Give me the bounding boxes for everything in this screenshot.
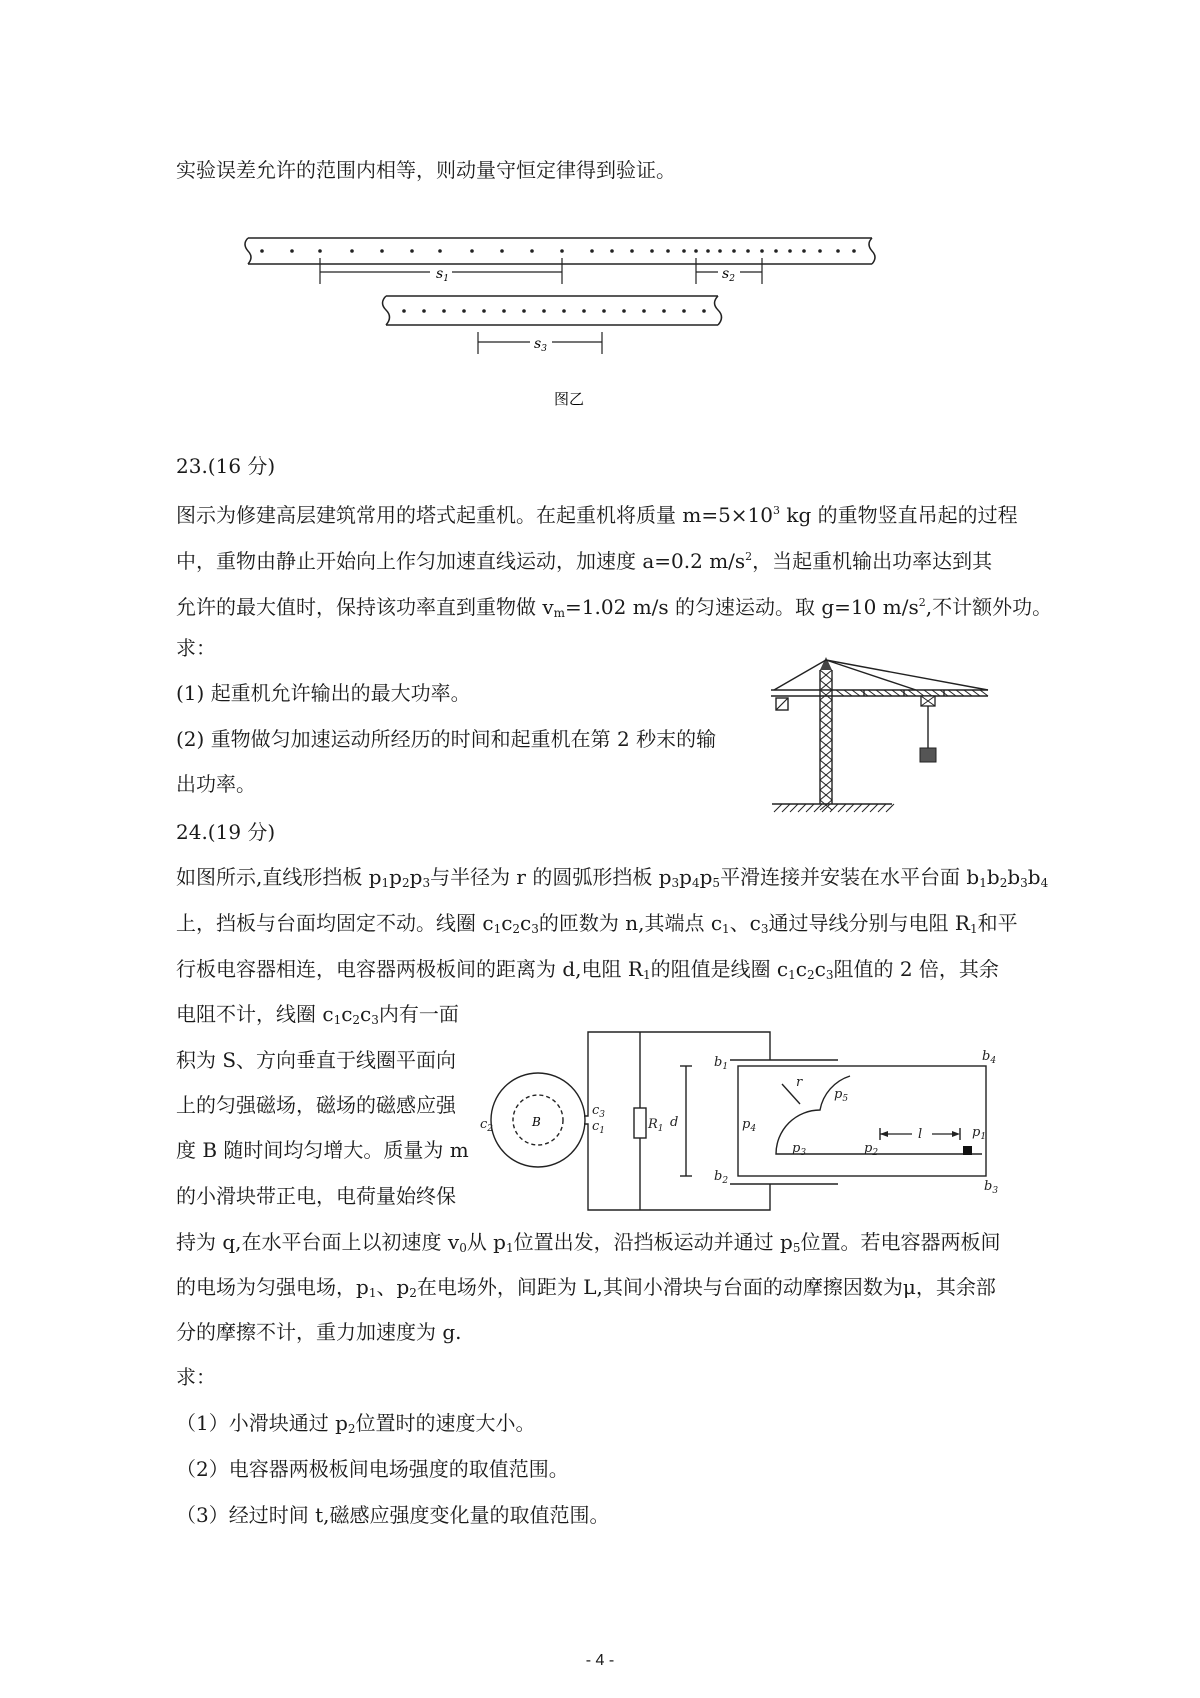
- c3-label: $c_3$: [592, 1103, 606, 1120]
- b4-label: $b_4$: [982, 1049, 997, 1066]
- q23-part2-cont: 出功率。: [176, 772, 256, 796]
- tape-upper: [245, 238, 875, 264]
- r-label: r: [796, 1075, 803, 1090]
- b1-label: $b_1$: [714, 1055, 729, 1072]
- l-label: l: [918, 1127, 923, 1142]
- q24-line9: 持为 q,在水平台面上以初速度 $v_0$从 $p_1$位置出发，沿挡板运动并通过 $p_5$位置。若电容器两板间: [176, 1230, 1001, 1255]
- q24-line3: 行板电容器相连，电容器两极板间的距离为 d,电阻 $R_1$的阻值是线圈 $c_1c_2c_3$阻值的 2 倍，其余: [176, 957, 999, 982]
- q24-line10: 的电场为匀强电场，$p_1$、$p_2$在电场外，间距为 L,其间小滑块与台面的动摩擦因数为μ，其余部: [176, 1275, 996, 1300]
- crane-figure: [766, 652, 996, 822]
- circuit-figure: [480, 1024, 1000, 1254]
- tape-figure: [240, 228, 880, 408]
- s1-label: $s_1$: [436, 266, 449, 284]
- q24-line7: 度 B 随时间均匀增大。质量为 m: [176, 1138, 469, 1162]
- q24-line4: 电阻不计，线圈 $c_1c_2c_3$内有一面: [176, 1002, 459, 1027]
- c1-label: $c_1$: [592, 1119, 606, 1136]
- figure-caption: 图乙: [554, 390, 585, 408]
- q23-line3: 允许的最大值时，保持该功率直到重物做 $v_m=1.02$ m/s 的匀速运动。取 g=10 $m/s^2$,不计额外功。: [176, 595, 1053, 620]
- q24-part2: （2）电容器两极板间电场强度的取值范围。: [176, 1457, 569, 1481]
- p2-label: $p_2$: [864, 1141, 879, 1158]
- q23-part1: (1) 起重机允许输出的最大功率。: [176, 681, 471, 705]
- r1-label: $R_1$: [648, 1117, 664, 1134]
- b3-label: $b_3$: [984, 1179, 999, 1196]
- tape-lower: [383, 296, 722, 325]
- q24-part1: （1）小滑块通过 $p_2$位置时的速度大小。: [176, 1411, 536, 1436]
- d-label: d: [670, 1115, 679, 1130]
- intro-text: 实验误差允许的范围内相等，则动量守恒定律得到验证。: [176, 158, 676, 182]
- s2-label: $s_2$: [722, 266, 735, 284]
- s3-label: $s_3$: [534, 336, 547, 354]
- q23-line1: 图示为修建高层建筑常用的塔式起重机。在起重机将质量 $m=5\times 10^3$ kg 的重物竖直吊起的过程: [176, 503, 1018, 527]
- q24-line8: 的小滑块带正电，电荷量始终保: [176, 1184, 456, 1208]
- field-label: B: [532, 1115, 541, 1129]
- q23-part2: (2) 重物做匀加速运动所经历的时间和起重机在第 2 秒末的输: [176, 727, 717, 751]
- q23-line2: 中，重物由静止开始向上作匀加速直线运动，加速度 a=0.2 $m/s^2$，当起重机输出功率达到其: [176, 549, 993, 573]
- p3-label: $p_3$: [792, 1141, 807, 1158]
- p4-label: $p_4$: [742, 1117, 757, 1134]
- q23-ask: 求：: [176, 636, 216, 660]
- p1-label: $p_1$: [972, 1125, 987, 1142]
- q24-line11: 分的摩擦不计，重力加速度为 g.: [176, 1320, 462, 1344]
- q23-header: 23.(16 分): [176, 454, 276, 478]
- q24-line1: 如图所示,直线形挡板 $p_1p_2p_3$与半径为 r 的圆弧形挡板 $p_3p_4p_5$平滑连接并安装在水平台面 $b_1b_2b_3b_4$: [176, 865, 1049, 890]
- q24-line2: 上，挡板与台面均固定不动。线圈 $c_1c_2c_3$的匝数为 n,其端点 $c_1$、$c_3$通过导线分别与电阻 $R_1$和平: [176, 911, 1018, 936]
- q24-line6: 上的匀强磁场，磁场的磁感应强: [176, 1093, 456, 1117]
- p5-label: $p_5$: [834, 1087, 849, 1104]
- q24-ask: 求：: [176, 1365, 216, 1389]
- q24-line5: 积为 S、方向垂直于线圈平面向: [176, 1048, 457, 1072]
- c2-label: $c_2$: [480, 1117, 494, 1134]
- q24-header: 24.(19 分): [176, 820, 276, 844]
- q24-part3: （3）经过时间 t,磁感应强度变化量的取值范围。: [176, 1503, 610, 1527]
- b2-label: $b_2$: [714, 1169, 729, 1186]
- page-number: - 4 -: [585, 1652, 615, 1669]
